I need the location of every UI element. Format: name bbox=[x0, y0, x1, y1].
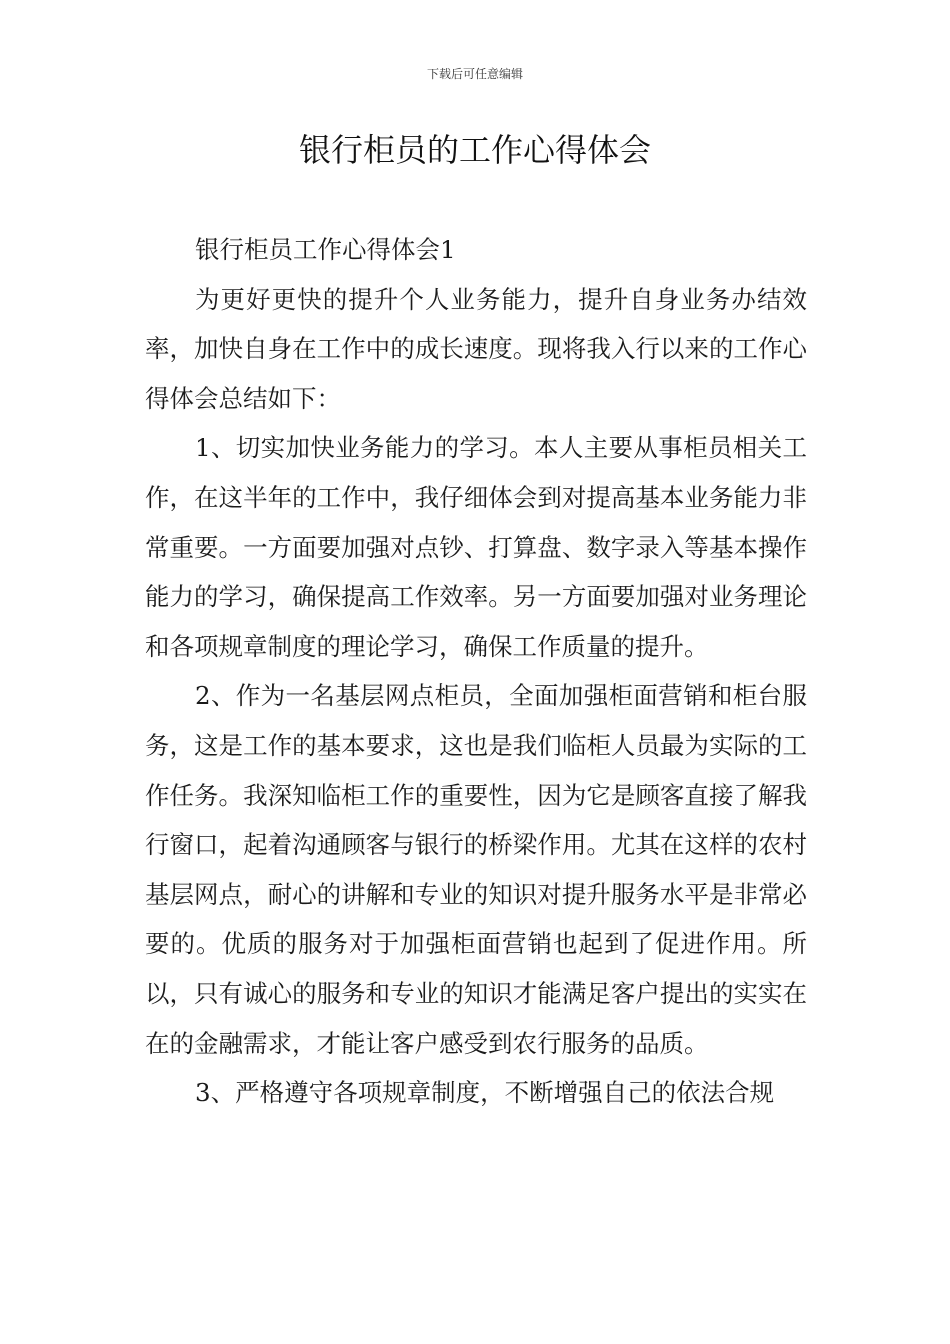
paragraph-item-2: 2、作为一名基层网点柜员，全面加强柜面营销和柜台服务，这是工作的基本要求，这也是我们临柜人员最为实际的工作任务。我深知临柜工作的重要性，因为它是顾客直接了解我行窗口，起着沟通顾客与银行的桥梁作用。尤其在这样的农村基层网点，耐心的讲解和专业的知识对提升服务水平是非常必要的。优质的服务对于加强柜面营销也起到了促进作用。所以，只有诚心的服务和专业的知识才能满足客户提出的实实在在的金融需求，才能让客户感受到农行服务的品质。 bbox=[145, 681, 807, 1058]
paragraph-item-3: 3、严格遵守各项规章制度，不断增强自己的依法合规 bbox=[195, 1078, 775, 1108]
document-title: 银行柜员的工作心得体会 bbox=[298, 131, 651, 169]
section-heading: 银行柜员工作心得体会1 bbox=[195, 235, 456, 264]
paragraph-intro: 为更好更快的提升个人业务能力，提升自身业务办结效率，加快自身在工作中的成长速度。现将我入行以来的工作心得体会总结如下： bbox=[145, 284, 807, 413]
header-note: 下载后可任意编辑 bbox=[426, 67, 523, 81]
document-body bbox=[145, 225, 807, 1118]
paragraph-item-1: 1、切实加快业务能力的学习。本人主要从事柜员相关工作，在这半年的工作中，我仔细体会到对提高基本业务能力非常重要。一方面要加强对点钞、打算盘、数字录入等基本操作能力的学习，确保提高工作效率。另一方面要加强对业务理论和各项规章制度的理论学习，确保工作质量的提升。 bbox=[145, 433, 807, 661]
